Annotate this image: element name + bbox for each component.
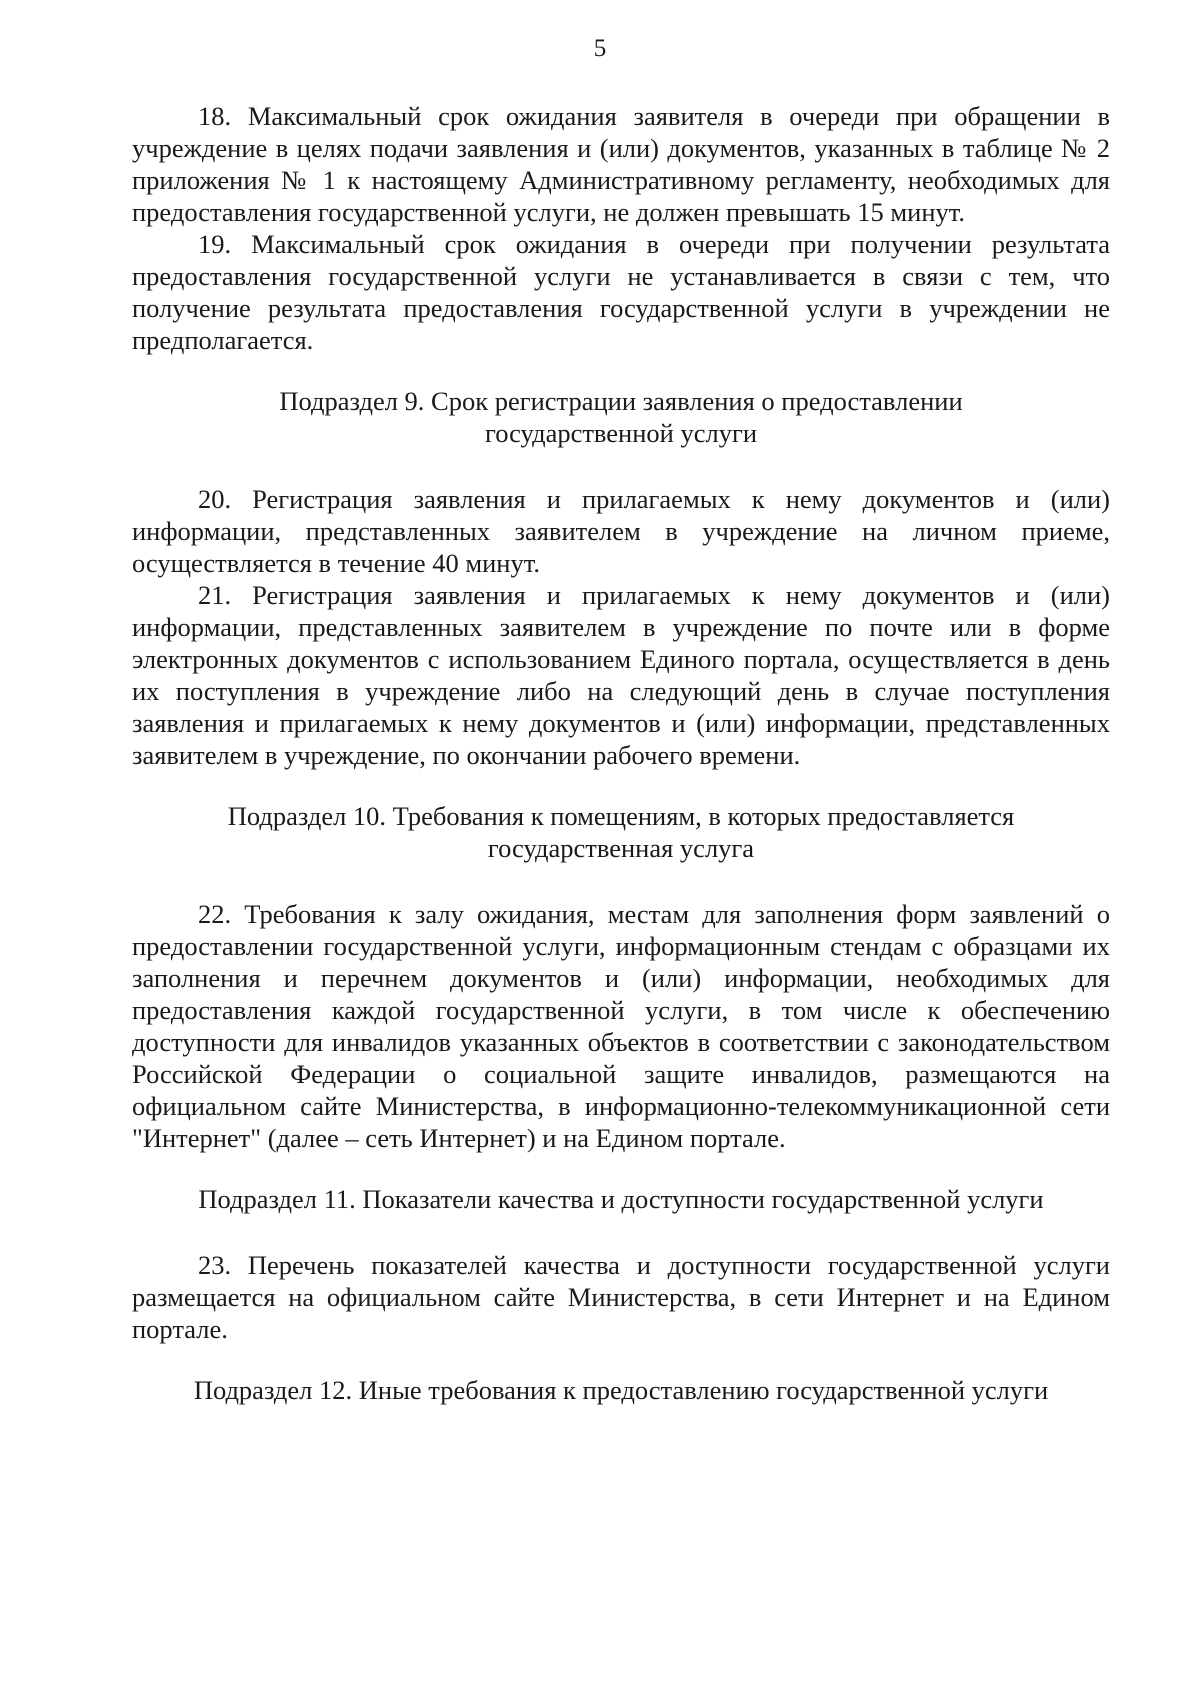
spacer <box>132 356 1110 385</box>
paragraph-19: 19. Максимальный срок ожидания в очереди при получении результата предоставления государственной услуги не устанавливается в связи с тем, что получение результата предоставления государственной услуги в учреждении не предполагается. <box>132 229 1110 355</box>
paragraph-23: 23. Перечень показателей качества и доступности государственной услуги размещается на официальном сайте Министерства, в сети Интернет и на Едином портале. <box>132 1250 1110 1344</box>
subsection-heading-10: Подраздел 10. Требования к помещениям, в которых предоставляется государственная услуга <box>227 801 1015 863</box>
paragraph-21: 21. Регистрация заявления и прилагаемых к нему документов и (или) информации, представленных заявителем в учреждение по почте или в форме электронных документов с использованием Единого портала, осуществляется в день их поступления в учреждение либо на следующий день в случае поступления заявления и прилагаемых к нему документов и (или) информации, представленных заявителем в учреждение, по окончании рабочего времени. <box>132 580 1110 770</box>
spacer <box>132 864 1110 898</box>
spacer <box>132 1154 1110 1183</box>
spacer <box>132 449 1110 483</box>
subsection-heading-12: Подраздел 12. Иные требования к предоставлению государственной услуги <box>193 1375 1049 1405</box>
spacer <box>132 1215 1110 1249</box>
page-number: 5 <box>593 35 607 62</box>
subsection-heading-9: Подраздел 9. Срок регистрации заявления о предоставлении государственной услуги <box>279 386 963 448</box>
spacer <box>132 771 1110 800</box>
spacer <box>132 1345 1110 1374</box>
paragraph-18: 18. Максимальный срок ожидания заявителя в очереди при обращении в учреждение в целях подачи заявления и (или) документов, указанных в таблице № 2 приложения № 1 к настоящему Административному регламенту, необходимых для предоставления государственной услуги, не должен превышать 15 минут. <box>132 101 1110 227</box>
paragraph-22: 22. Требования к залу ожидания, местам для заполнения форм заявлений о предоставлении государственной услуги, информационным стендам с образцами их заполнения и перечнем документов и (или) информации, необходимых для предоставления каждой государственной услуги, в том числе к обеспечению доступности для инвалидов указанных объектов в соответствии с законодательством Российской Федерации о социальной защите инвалидов, размещаются на официальном сайте Министерства, в информационно-телекоммуникационной сети "Интернет" (далее – сеть Интернет) и на Едином портале. <box>132 899 1110 1153</box>
paragraph-20: 20. Регистрация заявления и прилагаемых к нему документов и (или) информации, представленных заявителем в учреждение на личном приеме, осуществляется в течение 40 минут. <box>132 484 1110 578</box>
document-body <box>132 100 1110 1406</box>
subsection-heading-11: Подраздел 11. Показатели качества и доступности государственной услуги <box>198 1184 1044 1214</box>
